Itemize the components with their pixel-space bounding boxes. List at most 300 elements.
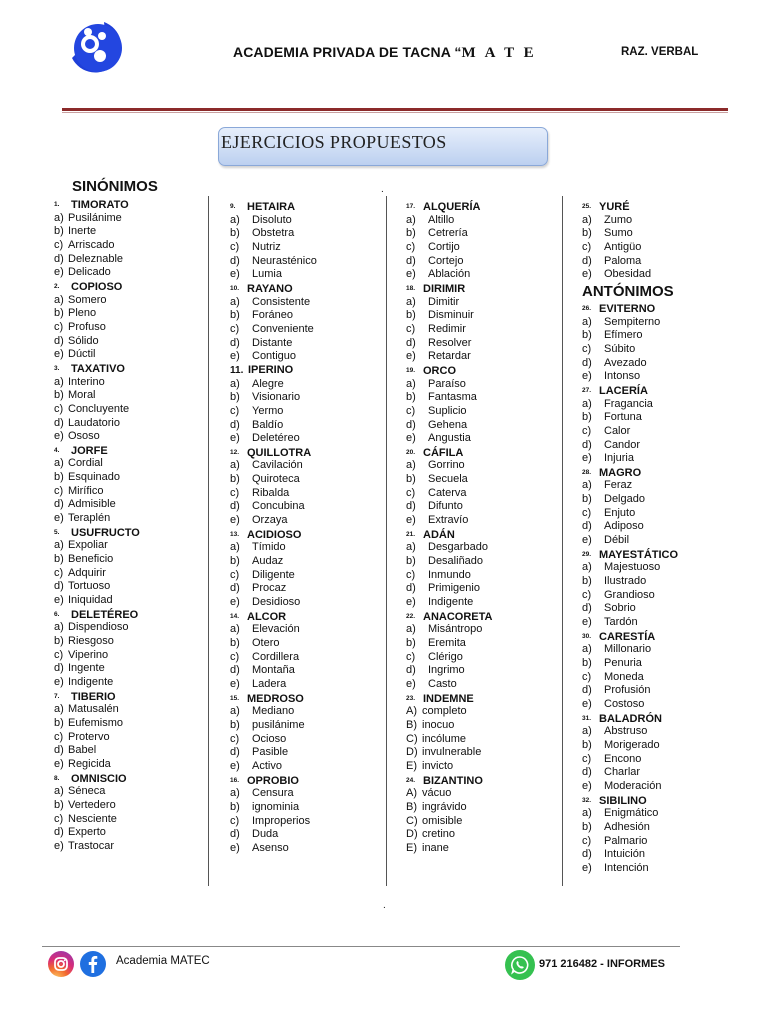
- option-text: Fantasma: [428, 391, 477, 404]
- option-letter: c): [54, 320, 64, 333]
- option-text: Sólido: [68, 334, 99, 347]
- option-text: ignominia: [252, 800, 300, 813]
- question-heading: [582, 630, 678, 644]
- answer-option: [54, 539, 140, 553]
- answer-option: [406, 391, 492, 405]
- question-word: HETAIRA: [247, 201, 296, 213]
- option-text: Delgado: [604, 493, 645, 506]
- option-text: Fragancia: [604, 397, 653, 410]
- option-text: Admisible: [68, 498, 116, 511]
- question-heading: [406, 364, 492, 378]
- option-letter: d): [406, 500, 416, 513]
- option-letter: c): [54, 648, 64, 661]
- option-text: Abstruso: [604, 725, 648, 738]
- question-number: 8.: [54, 774, 60, 782]
- option-letter: E): [406, 759, 417, 772]
- answer-option: [230, 432, 317, 446]
- option-text: Deleznable: [68, 252, 124, 265]
- question-heading: [230, 774, 317, 788]
- option-text: Mirífico: [68, 484, 104, 497]
- answer-option: [582, 753, 678, 767]
- option-text: Distante: [252, 336, 293, 349]
- option-letter: a): [54, 375, 64, 388]
- option-text: Caterva: [428, 486, 467, 499]
- answer-option: [230, 405, 317, 419]
- option-text: Suplicio: [428, 404, 467, 417]
- question-number: 17.: [406, 203, 416, 210]
- answer-option: [582, 227, 678, 241]
- answer-option: [230, 801, 317, 815]
- answer-option: [230, 378, 317, 392]
- option-letter: d): [582, 848, 592, 861]
- subject-label: RAZ. VERBAL: [621, 46, 699, 58]
- column-divider: [386, 196, 387, 886]
- answer-option: [54, 744, 140, 758]
- option-text: Grandioso: [604, 588, 655, 601]
- answer-option: [230, 473, 317, 487]
- answer-option: [582, 255, 678, 269]
- question-word: ANACORETA: [423, 610, 493, 623]
- option-letter: e): [406, 268, 416, 281]
- question-heading: [582, 712, 678, 726]
- option-letter: e): [582, 370, 592, 383]
- option-letter: a): [406, 213, 416, 226]
- question-number: 16.: [230, 776, 240, 784]
- option-letter: e): [406, 596, 416, 609]
- question-word: SIBILINO: [599, 794, 647, 807]
- option-letter: b): [230, 718, 240, 731]
- option-letter: b): [406, 391, 416, 404]
- option-text: Enjuto: [604, 506, 636, 519]
- option-letter: d): [406, 336, 416, 349]
- option-letter: a): [230, 787, 240, 800]
- option-text: Alegre: [252, 377, 284, 390]
- option-text: Laudatorio: [68, 416, 120, 429]
- option-text: Experto: [68, 826, 106, 839]
- answer-option: [54, 417, 140, 431]
- answer-option: [582, 616, 678, 630]
- answer-option: [54, 294, 140, 308]
- option-letter: d): [54, 744, 64, 757]
- question-number: 18.: [406, 284, 416, 292]
- decorative-dot: .: [381, 184, 384, 195]
- answer-option: [54, 649, 140, 663]
- header-divider-shadow: [62, 112, 728, 113]
- option-text: Intuición: [604, 848, 645, 861]
- answer-option: [582, 343, 678, 357]
- option-text: Primigenio: [428, 582, 480, 595]
- answer-option: [406, 214, 492, 228]
- option-text: Tímido: [252, 541, 286, 554]
- answer-option: [54, 266, 140, 280]
- option-letter: d): [54, 498, 64, 511]
- answer-option: [54, 212, 140, 226]
- column-divider: [208, 196, 209, 886]
- answer-option: [406, 487, 492, 501]
- option-text: Dúctil: [68, 348, 96, 361]
- question-word: ORCO: [423, 364, 456, 377]
- question-number: 7.: [54, 692, 60, 700]
- option-letter: a): [230, 459, 240, 472]
- answer-option: [406, 296, 492, 310]
- option-text: Extravío: [428, 514, 469, 527]
- instagram-icon[interactable]: [48, 951, 74, 977]
- option-text: Cordial: [68, 457, 103, 470]
- answer-option: [54, 225, 140, 239]
- question-word: MAGRO: [599, 466, 642, 479]
- option-text: Millonario: [604, 643, 652, 656]
- exercises-banner: [218, 127, 548, 166]
- option-text: Dimitir: [428, 295, 460, 308]
- option-letter: c): [54, 402, 64, 415]
- option-text: Enigmático: [604, 807, 659, 820]
- question-number: 4.: [54, 446, 60, 454]
- option-text: Matusalén: [68, 703, 119, 716]
- question-heading: [54, 444, 140, 458]
- whatsapp-icon[interactable]: [505, 950, 535, 980]
- answer-option: [582, 534, 678, 548]
- option-letter: e): [406, 514, 416, 527]
- question-number: 19.: [406, 366, 416, 374]
- option-text: Ilustrado: [604, 575, 647, 588]
- option-letter: a): [582, 315, 592, 328]
- question-word: YURÉ: [599, 201, 630, 213]
- option-text: Tortuoso: [68, 580, 111, 593]
- option-letter: c): [582, 588, 592, 601]
- option-letter: e): [406, 677, 416, 690]
- question-word: BALADRÓN: [599, 712, 662, 725]
- answer-option: [230, 487, 317, 501]
- answer-option: [54, 635, 140, 649]
- question-heading: [54, 608, 140, 622]
- option-letter: B): [406, 718, 417, 731]
- option-text: Sobrio: [604, 602, 636, 615]
- option-letter: c): [582, 752, 592, 765]
- answer-option: [406, 378, 492, 392]
- option-text: Neurasténico: [252, 254, 317, 267]
- option-letter: b): [406, 227, 416, 240]
- answer-option: [406, 719, 492, 733]
- facebook-icon[interactable]: [80, 951, 106, 977]
- column-3: [406, 200, 492, 856]
- option-letter: a): [406, 623, 416, 636]
- answer-option: [406, 596, 492, 610]
- option-letter: c): [230, 486, 240, 499]
- answer-option: [230, 746, 317, 760]
- answer-option: [406, 760, 492, 774]
- option-text: Indigente: [428, 596, 474, 609]
- answer-option: [230, 733, 317, 747]
- answer-option: [582, 807, 678, 821]
- option-text: Débil: [604, 534, 630, 547]
- option-letter: d): [230, 418, 240, 431]
- option-text: Dispendioso: [68, 621, 129, 634]
- option-text: Candor: [604, 438, 641, 451]
- question-word: ALCOR: [247, 610, 287, 623]
- question-word: RAYANO: [247, 282, 293, 295]
- option-letter: e): [230, 350, 240, 363]
- option-text: Ladera: [252, 677, 287, 690]
- answer-option: [54, 553, 140, 567]
- answer-option: [230, 664, 317, 678]
- option-text: Redimir: [428, 322, 466, 335]
- option-text: Zumo: [604, 213, 633, 226]
- answer-option: [406, 227, 492, 241]
- option-letter: b): [582, 575, 592, 588]
- answer-option: [230, 241, 317, 255]
- option-letter: b): [54, 635, 64, 647]
- option-letter: a): [230, 623, 240, 636]
- option-text: incólume: [422, 732, 467, 745]
- option-letter: e): [54, 757, 64, 770]
- question-heading: [54, 362, 140, 376]
- question-heading: [582, 302, 678, 316]
- option-letter: e): [230, 596, 240, 609]
- option-text: Avezado: [604, 356, 647, 369]
- option-letter: c): [230, 732, 240, 745]
- answer-option: [230, 323, 317, 337]
- question-heading: [582, 384, 678, 398]
- question-word: MEDROSO: [247, 692, 304, 705]
- answer-option: [406, 541, 492, 555]
- option-text: Charlar: [604, 766, 641, 779]
- option-letter: b): [406, 309, 416, 322]
- option-text: Beneficio: [68, 553, 114, 566]
- question-word: EVITERNO: [599, 302, 656, 315]
- option-text: Moderación: [604, 779, 662, 792]
- question-number: 6.: [54, 610, 60, 618]
- option-text: Injuria: [604, 452, 634, 465]
- answer-option: [230, 842, 317, 856]
- question-number: 10.: [230, 284, 240, 292]
- option-text: Encono: [604, 752, 642, 765]
- option-text: Sempiterno: [604, 315, 661, 328]
- option-letter: c): [406, 486, 416, 499]
- option-text: Gorrino: [428, 459, 465, 472]
- option-letter: c): [230, 650, 240, 663]
- answer-option: [54, 389, 140, 403]
- answer-option: [582, 520, 678, 534]
- option-text: Difunto: [428, 500, 463, 513]
- option-letter: a): [582, 397, 592, 410]
- answer-option: [406, 555, 492, 569]
- answer-option: [582, 241, 678, 255]
- answer-option: [406, 828, 492, 842]
- option-letter: d): [582, 356, 592, 369]
- answer-option: [54, 512, 140, 526]
- answer-option: [54, 813, 140, 827]
- answer-option: [230, 582, 317, 596]
- option-text: Deletéreo: [252, 432, 300, 445]
- option-letter: b): [582, 329, 592, 342]
- option-text: Súbito: [604, 342, 636, 355]
- answer-option: [582, 862, 678, 876]
- brand-name: M A T E: [461, 45, 537, 61]
- question-number: 2.: [54, 282, 60, 290]
- question-heading: [54, 526, 140, 540]
- option-text: Viperino: [68, 648, 109, 661]
- option-text: Interino: [68, 375, 105, 388]
- answer-option: [230, 350, 317, 364]
- option-letter: c): [230, 404, 240, 417]
- option-letter: e): [54, 512, 64, 525]
- question-heading: [406, 774, 492, 788]
- option-letter: c): [54, 730, 64, 743]
- option-text: Inerte: [68, 225, 97, 238]
- question-heading: [230, 364, 317, 378]
- column-2: [230, 200, 317, 856]
- question-heading: [230, 282, 317, 296]
- column-divider: [562, 196, 563, 886]
- option-letter: d): [582, 254, 592, 267]
- answer-option: [406, 350, 492, 364]
- question-heading: [406, 610, 492, 624]
- option-letter: b): [54, 553, 64, 566]
- answer-option: [54, 717, 140, 731]
- question-number: 32.: [582, 796, 592, 804]
- answer-option: [406, 419, 492, 433]
- option-letter: d): [230, 500, 240, 513]
- option-text: Cortijo: [428, 240, 460, 253]
- option-text: Babel: [68, 744, 97, 757]
- option-letter: c): [230, 568, 240, 581]
- option-letter: a): [230, 295, 240, 308]
- option-text: Palmario: [604, 834, 648, 847]
- question-heading: [230, 692, 317, 706]
- question-heading: [406, 446, 492, 460]
- option-letter: a): [54, 703, 64, 716]
- answer-option: [54, 662, 140, 676]
- option-text: Resolver: [428, 336, 472, 349]
- option-letter: e): [582, 697, 592, 710]
- academy-logo: [64, 20, 134, 74]
- option-text: Gehena: [428, 418, 468, 431]
- option-text: Intención: [604, 861, 649, 874]
- option-letter: c): [406, 650, 416, 663]
- answer-option: [406, 432, 492, 446]
- option-letter: d): [54, 416, 64, 429]
- answer-option: [406, 746, 492, 760]
- answer-option: [582, 657, 678, 671]
- option-letter: a): [582, 213, 592, 226]
- answer-option: [582, 411, 678, 425]
- option-text: ingrávido: [422, 800, 467, 813]
- option-letter: e): [230, 677, 240, 690]
- answer-option: [582, 602, 678, 616]
- question-number: 21.: [406, 530, 416, 538]
- option-letter: e): [582, 534, 592, 547]
- question-number: 3.: [54, 364, 60, 372]
- option-text: Expoliar: [68, 539, 108, 552]
- option-letter: a): [54, 785, 64, 798]
- question-word: JORFE: [71, 444, 108, 457]
- answer-option: [230, 555, 317, 569]
- option-letter: e): [54, 430, 64, 443]
- option-text: Intonso: [604, 370, 641, 383]
- option-letter: b): [230, 800, 240, 813]
- option-text: Eremita: [428, 637, 466, 649]
- question-number: 1.: [54, 201, 60, 208]
- option-text: Pleno: [68, 307, 97, 320]
- answer-option: [230, 500, 317, 514]
- question-heading: [230, 610, 317, 624]
- answer-option: [230, 569, 317, 583]
- answer-option: [54, 703, 140, 717]
- option-letter: e): [230, 432, 240, 445]
- option-text: Profusión: [604, 684, 651, 697]
- answer-option: [406, 459, 492, 473]
- option-text: Obesidad: [604, 268, 652, 281]
- option-letter: d): [406, 418, 416, 431]
- answer-option: [406, 678, 492, 692]
- answer-option: [230, 828, 317, 842]
- option-text: vácuo: [422, 787, 452, 800]
- answer-option: [230, 623, 317, 637]
- answer-option: [54, 348, 140, 362]
- answer-option: [230, 815, 317, 829]
- option-text: pusilánime: [252, 718, 305, 731]
- answer-option: [406, 637, 492, 651]
- question-word: USUFRUCTO: [71, 526, 140, 539]
- answer-option: [582, 398, 678, 412]
- answer-option: [54, 471, 140, 485]
- answer-option: [582, 561, 678, 575]
- answer-option: [582, 848, 678, 862]
- question-word: MAYESTÁTICO: [599, 548, 679, 561]
- answer-option: [582, 316, 678, 330]
- option-text: Adhesión: [604, 820, 650, 833]
- option-text: Clérigo: [428, 650, 463, 663]
- answer-option: [54, 498, 140, 512]
- column-4: [582, 200, 678, 876]
- option-letter: c): [582, 424, 592, 437]
- option-letter: d): [406, 254, 416, 267]
- answer-option: [582, 766, 678, 780]
- option-letter: d): [54, 662, 64, 675]
- option-letter: e): [54, 266, 64, 279]
- option-text: Moneda: [604, 670, 644, 683]
- question-number: 28.: [582, 468, 592, 476]
- answer-option: [230, 514, 317, 528]
- option-text: invulnerable: [422, 746, 482, 759]
- option-letter: d): [582, 602, 592, 615]
- option-text: Delicado: [68, 266, 111, 279]
- answer-option: [230, 227, 317, 241]
- option-letter: b): [54, 389, 64, 402]
- answer-option: [406, 337, 492, 351]
- question-word: OMNISCIO: [71, 772, 127, 785]
- option-text: Inmundo: [428, 568, 471, 581]
- answer-option: [54, 403, 140, 417]
- question-heading: [54, 690, 140, 704]
- option-text: Nutriz: [252, 240, 281, 253]
- option-text: Somero: [68, 293, 107, 306]
- answer-option: [54, 376, 140, 390]
- question-number: 24.: [406, 776, 416, 784]
- answer-option: [54, 676, 140, 690]
- option-text: Paraíso: [428, 377, 466, 390]
- footer-phone-info: 971 216482 - INFORMES: [539, 958, 665, 970]
- option-letter: b): [230, 555, 240, 568]
- option-letter: c): [582, 506, 592, 519]
- answer-option: [406, 405, 492, 419]
- option-text: inocuo: [422, 718, 455, 731]
- option-text: Disminuir: [428, 309, 474, 322]
- option-letter: d): [582, 684, 592, 697]
- antonyms-title: ANTÓNIMOS: [582, 282, 674, 300]
- option-text: Asenso: [252, 841, 289, 854]
- option-letter: d): [54, 252, 64, 265]
